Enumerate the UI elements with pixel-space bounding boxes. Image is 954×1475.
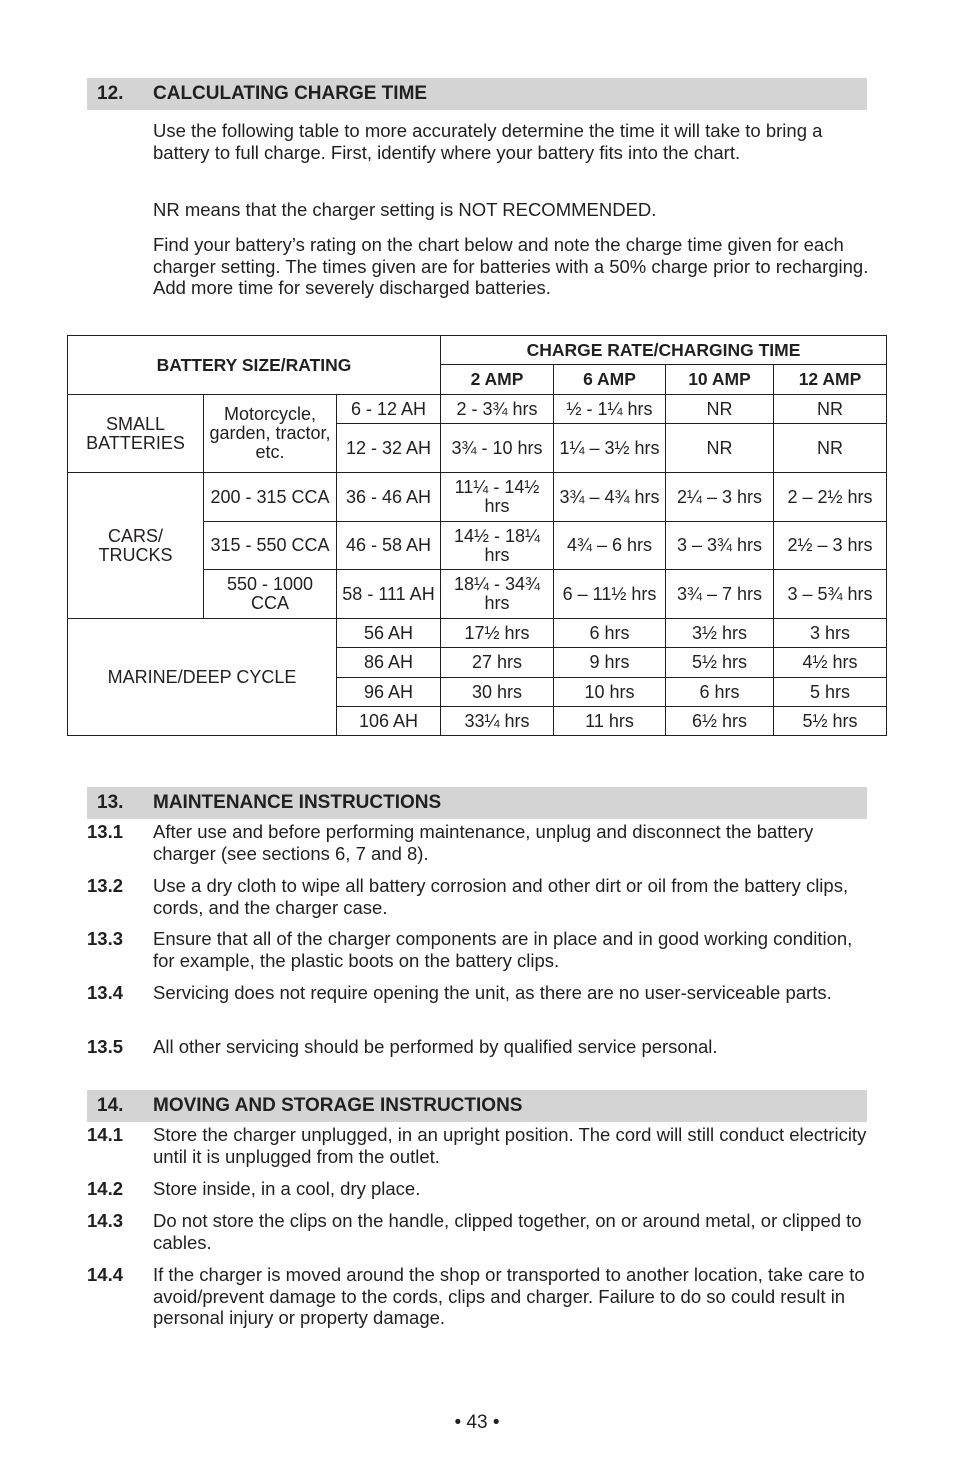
battery-type: Motorcycle, garden, tractor, etc. — [204, 395, 337, 473]
time-cell: 5½ hrs — [666, 648, 774, 678]
time-cell: 3 – 5¾ hrs — [774, 570, 887, 619]
table-row — [68, 619, 887, 648]
time-cell: 14½ - 18¼ hrs — [441, 522, 554, 570]
time-cell: 33¼ hrs — [441, 707, 554, 736]
item-text: Ensure that all of the charger components are in place and in good working condition, for example, the plastic boots on the battery clips. — [153, 928, 853, 971]
time-cell: 3 hrs — [774, 619, 887, 648]
intro-paragraph: Use the following table to more accurately determine the time it will take to bring a battery to full charge. First, identify where your battery fits into the chart. — [153, 120, 823, 163]
item-text: Servicing does not require opening the unit, as there are no user-serviceable parts. — [153, 982, 832, 1003]
time-cell: 3¾ – 7 hrs — [666, 570, 774, 619]
item-text: Use a dry cloth to wipe all battery corrosion and other dirt or oil from the battery clips, cords, and the charger case. — [153, 875, 849, 918]
ah-cell: 6 - 12 AH — [337, 395, 441, 424]
group-label: CARS/ TRUCKS — [68, 473, 204, 619]
time-cell: 5½ hrs — [774, 707, 887, 736]
cca-cell: 200 - 315 CCA — [204, 473, 337, 522]
page-number: • 43 • — [454, 1412, 500, 1433]
charge-time-table — [67, 335, 887, 736]
section-number: 13. — [97, 792, 124, 813]
item-text: Store inside, in a cool, dry place. — [153, 1178, 421, 1199]
item-text: Store the charger unplugged, in an upright position. The cord will still conduct electricity until it is unplugged from the outlet. — [153, 1124, 867, 1167]
amp-header: 6 AMP — [554, 365, 666, 395]
section-14-header — [87, 1090, 867, 1122]
time-cell: NR — [774, 424, 887, 473]
item-text: All other servicing should be performed by qualified service personal. — [153, 1036, 718, 1057]
time-cell: 11¼ - 14½ hrs — [441, 473, 554, 522]
time-cell: 3½ hrs — [666, 619, 774, 648]
group-label: SMALL BATTERIES — [68, 395, 204, 473]
item-number: 13.4 — [87, 982, 124, 1003]
time-cell: 30 hrs — [441, 678, 554, 707]
item-number: 13.2 — [87, 875, 124, 896]
item-text: If the charger is moved around the shop or transported to another location, take care to avoid/prevent damage to the cords, clips and charger. Failure to do so could result in personal injury or property damage. — [153, 1264, 865, 1328]
time-cell: 9 hrs — [554, 648, 666, 678]
time-cell: 6 hrs — [666, 678, 774, 707]
table-row — [68, 473, 887, 522]
amp-header: 2 AMP — [441, 365, 554, 395]
item-number: 13.3 — [87, 928, 124, 949]
item-number: 14.3 — [87, 1210, 124, 1231]
section-title: CALCULATING CHARGE TIME — [153, 83, 428, 104]
time-cell: 6½ hrs — [666, 707, 774, 736]
section-13-header — [87, 787, 867, 819]
cca-cell: 550 - 1000 CCA — [204, 570, 337, 619]
time-cell: 3¾ – 4¾ hrs — [554, 473, 666, 522]
time-cell: ½ - 1¼ hrs — [554, 395, 666, 424]
ah-cell: 56 AH — [337, 619, 441, 648]
time-cell: NR — [774, 395, 887, 424]
ah-cell: 96 AH — [337, 678, 441, 707]
time-cell: 4¾ – 6 hrs — [554, 522, 666, 570]
time-cell: 27 hrs — [441, 648, 554, 678]
cca-cell: 315 - 550 CCA — [204, 522, 337, 570]
section-title: MAINTENANCE INSTRUCTIONS — [153, 792, 442, 813]
item-number: 13.1 — [87, 821, 124, 842]
time-cell: 2½ – 3 hrs — [774, 522, 887, 570]
time-cell: NR — [666, 424, 774, 473]
time-cell: 3 – 3¾ hrs — [666, 522, 774, 570]
item-number: 14.1 — [87, 1124, 124, 1145]
ah-cell: 86 AH — [337, 648, 441, 678]
item-number: 13.5 — [87, 1036, 124, 1057]
section-number: 12. — [97, 83, 124, 104]
section-number: 14. — [97, 1095, 124, 1116]
time-cell: 10 hrs — [554, 678, 666, 707]
item-number: 14.4 — [87, 1264, 124, 1285]
time-cell: 11 hrs — [554, 707, 666, 736]
time-cell: 2 - 3¾ hrs — [441, 395, 554, 424]
battery-size-header: BATTERY SIZE/RATING — [68, 336, 441, 395]
nr-paragraph: NR means that the charger setting is NOT RECOMMENDED. — [153, 199, 657, 220]
time-cell: 5 hrs — [774, 678, 887, 707]
amp-header: 10 AMP — [666, 365, 774, 395]
time-cell: 18¼ - 34¾ hrs — [441, 570, 554, 619]
ah-cell: 106 AH — [337, 707, 441, 736]
time-cell: 6 hrs — [554, 619, 666, 648]
time-cell: NR — [666, 395, 774, 424]
time-cell: 17½ hrs — [441, 619, 554, 648]
time-cell: 1¼ – 3½ hrs — [554, 424, 666, 473]
time-cell: 2¼ – 3 hrs — [666, 473, 774, 522]
section-title: MOVING AND STORAGE INSTRUCTIONS — [153, 1095, 523, 1116]
item-text: After use and before performing maintenance, unplug and disconnect the battery charger (see sections 6, 7 and 8). — [153, 821, 814, 864]
ah-cell: 12 - 32 AH — [337, 424, 441, 473]
time-cell: 6 – 11½ hrs — [554, 570, 666, 619]
item-text: Do not store the clips on the handle, clipped together, on or around metal, or clipped to cables. — [153, 1210, 862, 1253]
item-number: 14.2 — [87, 1178, 124, 1199]
ah-cell: 58 - 111 AH — [337, 570, 441, 619]
rating-paragraph: Find your battery’s rating on the chart below and note the charge time given for each charger setting. The times given are for batteries with a 50% charge prior to recharging. Add more time for severely discharged batteries. — [153, 234, 869, 298]
time-cell: 3¾ - 10 hrs — [441, 424, 554, 473]
charge-rate-header: CHARGE RATE/CHARGING TIME — [441, 336, 887, 365]
time-cell: 4½ hrs — [774, 648, 887, 678]
ah-cell: 36 - 46 AH — [337, 473, 441, 522]
amp-header: 12 AMP — [774, 365, 887, 395]
table-row — [68, 395, 887, 424]
time-cell: 2 – 2½ hrs — [774, 473, 887, 522]
section-12-header — [87, 78, 867, 110]
group-label: MARINE/DEEP CYCLE — [68, 619, 337, 736]
ah-cell: 46 - 58 AH — [337, 522, 441, 570]
